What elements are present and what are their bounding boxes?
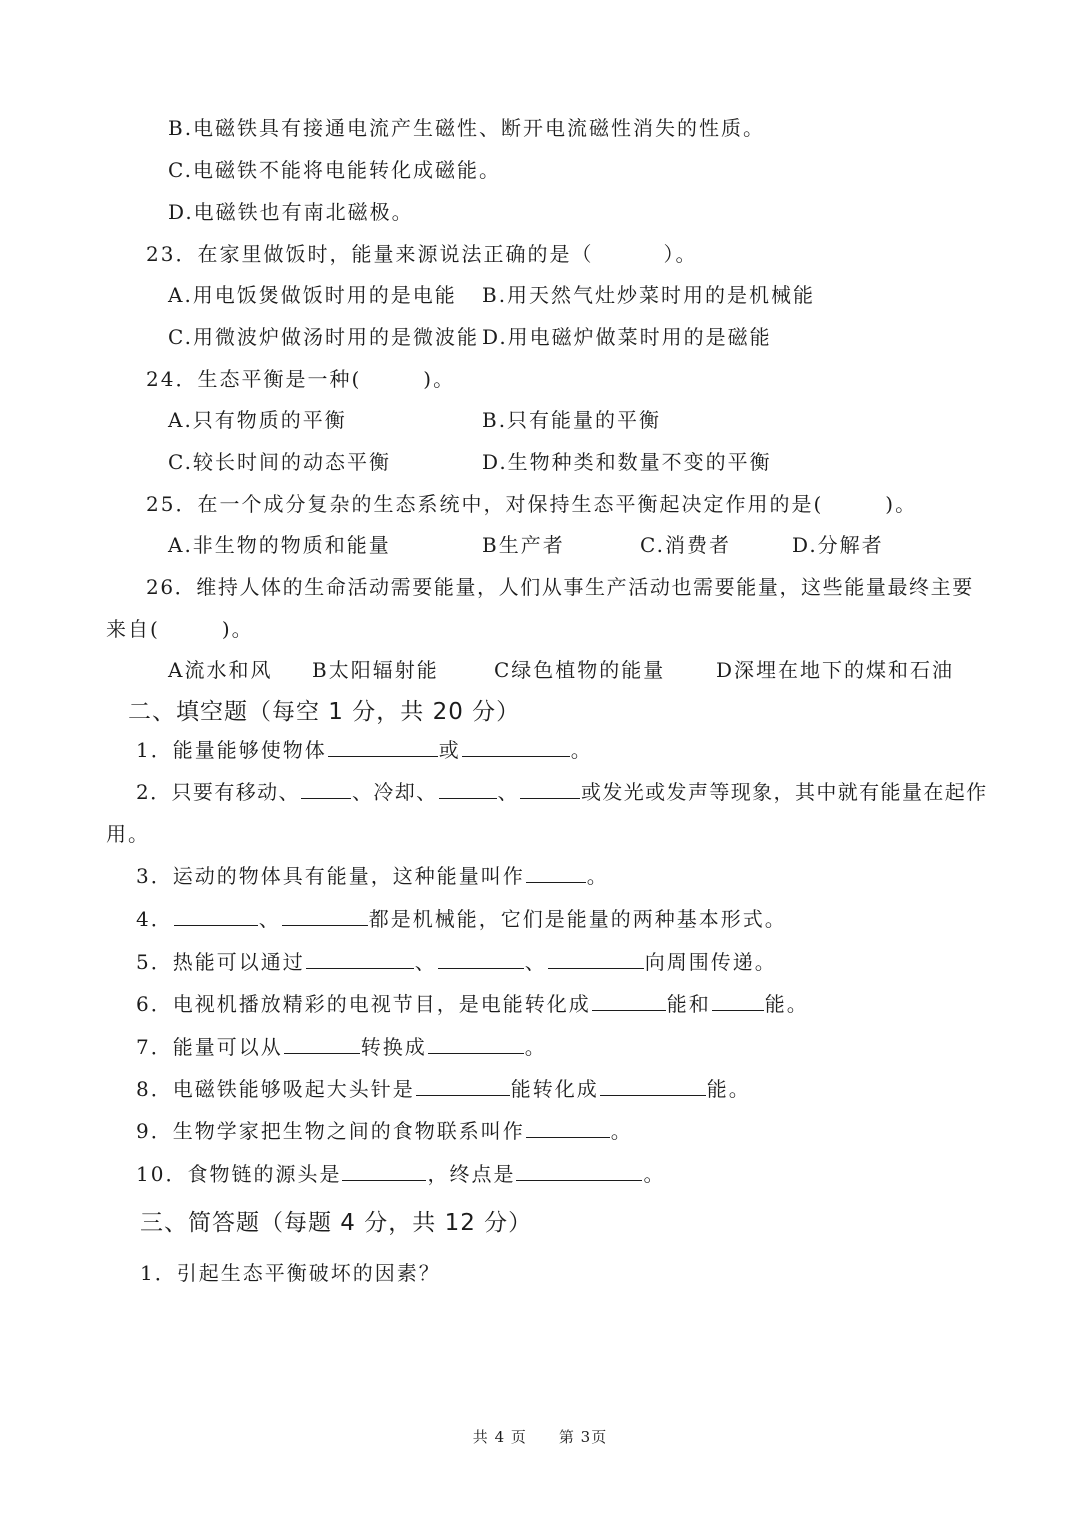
blank[interactable] [342,1160,426,1181]
fill-q9-text-a: 9．生物学家把生物之间的食物联系叫作 [136,1119,525,1143]
fill-q8-text-a: 8．电磁铁能够吸起大头针是 [136,1077,415,1101]
blank[interactable] [548,948,644,969]
fill-q10-text-b: ，终点是 [427,1162,516,1186]
fill-q2 [136,778,988,806]
q24-stem-text: 24．生态平衡是一种( [146,367,362,391]
q24-option-d: D.生物种类和数量不变的平衡 [482,450,772,474]
fill-q7-text-a: 7．能量可以从 [136,1035,283,1059]
q26-stem-cont [106,615,254,643]
page-current: 第 3页 [558,1428,608,1446]
blank[interactable] [301,778,351,799]
q25-option-d: D.分解者 [792,533,884,557]
fill-q10-text-a: 10．食物链的源头是 [136,1162,342,1186]
fill-q6-text-c: 能。 [764,992,809,1016]
fill-q10-text-c: 。 [643,1162,666,1186]
fill-q6 [136,990,809,1018]
q22-option-b: B.电磁铁具有接通电流产生磁性、断开电流磁性消失的性质。 [168,116,766,140]
fill-q9-text-b: 。 [610,1119,633,1143]
fill-q5-text-a: 5．热能可以通过 [136,950,305,974]
q25-option-a: A.非生物的物质和能量 [168,533,391,557]
q23-stem [146,240,697,268]
q26-option-a: A流水和风 [168,658,273,682]
q23-stem-text: 23．在家里做饭时，能量来源说法正确的是（ [146,242,594,266]
q24-option-b: B.只有能量的平衡 [482,408,662,432]
blank[interactable] [306,948,414,969]
q26-option-c: C绿色植物的能量 [494,658,666,682]
blank[interactable] [592,990,666,1011]
fill-section-heading: 二、填空题（每空 1 分，共 20 分） [128,699,521,725]
fill-q8-text-b: 能转化成 [510,1077,599,1101]
fill-q4-text-b: 、 [258,907,281,931]
fill-q3 [136,862,609,890]
q23-option-c: C.用微波炉做汤时用的是微波能 [168,325,479,349]
q24-option-c: C.较长时间的动态平衡 [168,450,391,474]
blank[interactable] [328,736,438,757]
q26-option-b: B太阳辐射能 [312,658,439,682]
blank[interactable] [520,778,580,799]
q24-option-a: A.只有物质的平衡 [168,408,347,432]
blank[interactable] [174,905,258,926]
q23-stem-end: ）。 [663,242,698,266]
fill-q5-text-b: 、 [414,950,437,974]
blank[interactable] [600,1075,706,1096]
short-q1: 1．引起生态平衡破坏的因素？ [140,1261,441,1285]
q26-stem: 26．维持人体的生命活动需要能量，人们从事生产活动也需要能量，这些能量最终主要 [146,575,974,599]
fill-q5-text-d: 向周围传递。 [644,950,777,974]
q22-option-c: C.电磁铁不能将电能转化成磁能。 [168,158,501,182]
fill-q2-text-b: 、冷却、 [351,780,438,804]
blank[interactable] [416,1075,510,1096]
fill-q8 [136,1075,751,1103]
q26-stem-cont-text: 来自( [106,617,160,641]
blank[interactable] [526,1117,610,1138]
fill-q8-text-c: 能。 [706,1077,751,1101]
fill-q1-text-b: 或 [438,738,461,762]
q25-stem [146,490,917,518]
fill-q2-text-a: 2．只要有移动、 [136,780,300,804]
fill-q10 [136,1160,665,1188]
blank[interactable] [526,862,586,883]
page-footer [0,1427,1080,1447]
fill-q1-text-a: 1．能量能够使物体 [136,738,327,762]
fill-q3-text-a: 3．运动的物体具有能量，这种能量叫作 [136,864,525,888]
fill-q2-text-c: 、 [497,780,519,804]
fill-q3-text-b: 。 [586,864,609,888]
fill-q9 [136,1117,633,1145]
fill-q4-text-c: 都是机械能，它们是能量的两种基本形式。 [368,907,787,931]
fill-q5 [136,948,777,976]
q25-option-b: B生产者 [482,533,565,557]
fill-q1-text-c: 。 [570,738,593,762]
fill-q7-text-c: 。 [524,1035,547,1059]
blank[interactable] [516,1160,642,1181]
fill-q6-text-a: 6．电视机播放精彩的电视节目，是电能转化成 [136,992,591,1016]
blank[interactable] [284,1033,360,1054]
q23-option-a: A.用电饭煲做饭时用的是电能 [168,283,457,307]
fill-q5-text-c: 、 [524,950,547,974]
fill-q1 [136,736,593,764]
q26-option-d: D深埋在地下的煤和石油 [716,658,955,682]
blank[interactable] [282,905,368,926]
short-section-heading: 三、简答题（每题 4 分，共 12 分） [140,1210,533,1236]
blank[interactable] [428,1033,524,1054]
fill-q4 [136,905,787,933]
blank[interactable] [462,736,570,757]
fill-q2-cont: 用。 [106,822,150,846]
q25-stem-end: )。 [885,492,918,516]
blank[interactable] [712,990,764,1011]
q23-option-b: B.用天然气灶炒菜时用的是机械能 [482,283,816,307]
q22-option-d: D.电磁铁也有南北磁极。 [168,200,414,224]
q25-option-c: C.消费者 [640,533,731,557]
q24-stem [146,365,455,393]
fill-q4-text-a: 4． [136,907,173,931]
fill-q6-text-b: 能和 [666,992,711,1016]
q23-option-d: D.用电磁炉做菜时用的是磁能 [482,325,772,349]
blank[interactable] [438,948,524,969]
fill-q7-text-b: 转换成 [360,1035,427,1059]
fill-q7 [136,1033,547,1061]
q24-stem-end: )。 [423,367,456,391]
fill-q2-text-d: 或发光或发声等现象，其中就有能量在起作 [580,780,988,804]
blank[interactable] [439,778,497,799]
q25-stem-text: 25．在一个成分复杂的生态系统中，对保持生态平衡起决定作用的是( [146,492,824,516]
q26-stem-end: )。 [221,617,254,641]
page-total: 共 4 页 [472,1428,527,1446]
